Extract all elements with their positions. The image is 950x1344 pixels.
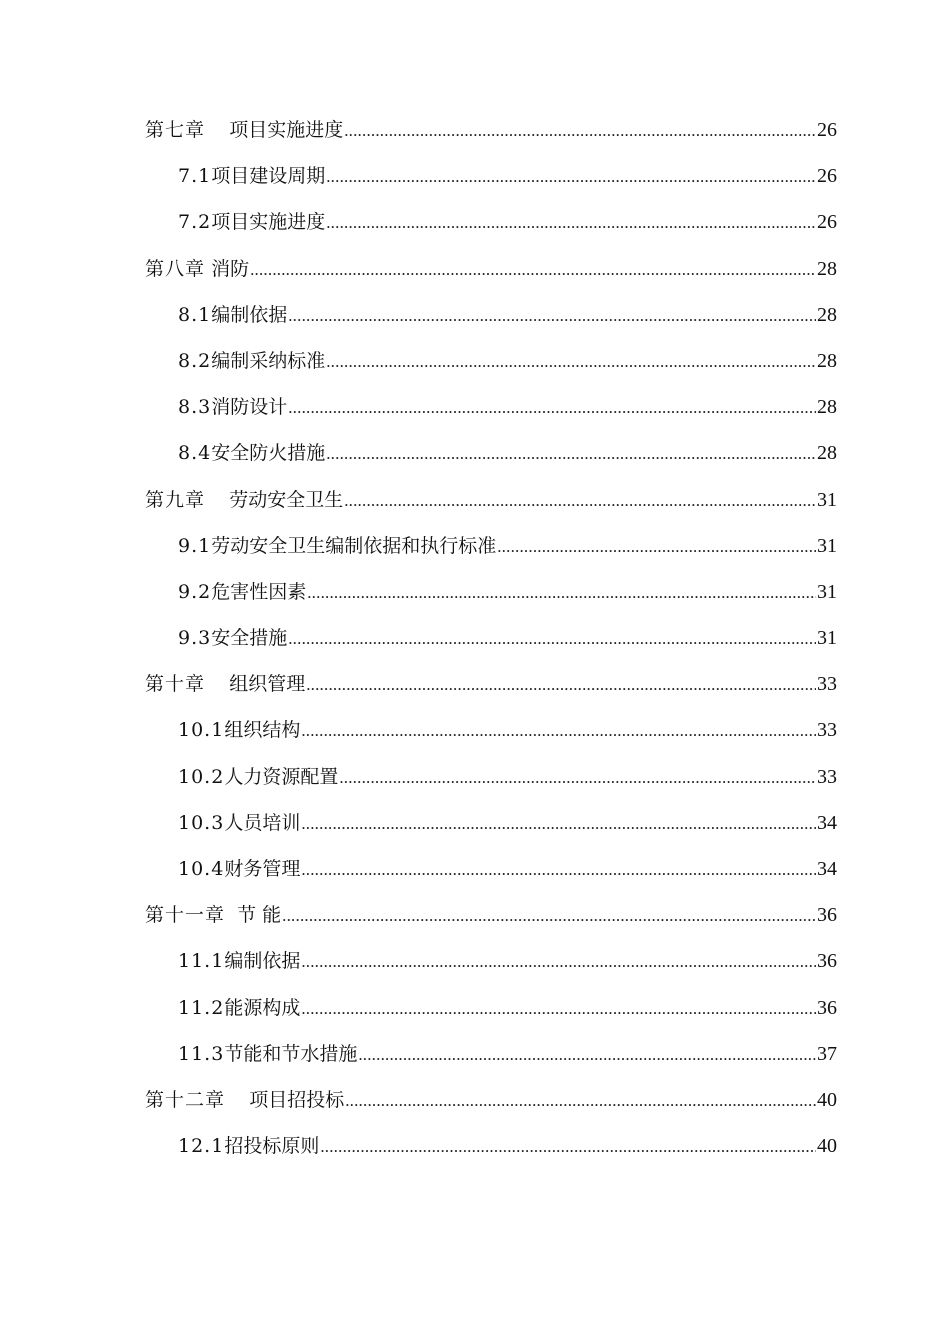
toc-entry-number: 10.3 [178, 811, 225, 834]
toc-section-entry[interactable] [145, 384, 837, 430]
toc-entry-page-number: 28 [817, 349, 837, 372]
toc-entry-title: 危害性因素 [211, 580, 307, 603]
toc-dot-leader [320, 1124, 816, 1170]
toc-dot-leader [301, 986, 816, 1032]
toc-dot-leader [288, 293, 816, 339]
toc-entry-number: 7.1 [178, 165, 212, 188]
toc-chapter-entry[interactable] [145, 246, 837, 292]
toc-entry-page-number: 31 [817, 580, 837, 603]
toc-entry-gap [225, 892, 237, 938]
toc-entry-number: 9.2 [178, 580, 212, 603]
toc-dot-leader [301, 847, 816, 893]
toc-entry-page-number: 40 [817, 1135, 837, 1158]
toc-entry-title: 财务管理 [224, 858, 301, 880]
toc-entry-number: 第七章 [145, 119, 206, 141]
toc-entry-page-number: 34 [817, 811, 837, 834]
toc-entry-page-number: 28 [817, 257, 837, 280]
toc-entry-page-number: 36 [817, 950, 837, 973]
toc-entry-page-number: 26 [817, 211, 837, 234]
toc-dot-leader [301, 708, 816, 754]
toc-section-entry[interactable] [145, 800, 837, 846]
toc-entry-page-number: 33 [817, 673, 837, 696]
table-of-contents [145, 107, 837, 1169]
toc-dot-leader [358, 1032, 816, 1078]
toc-section-entry[interactable] [145, 985, 837, 1031]
toc-section-entry[interactable] [145, 569, 837, 615]
toc-entry-title: 项目招投标 [249, 1088, 345, 1111]
toc-entry-number: 第十二章 [145, 1088, 226, 1111]
toc-entry-title: 编制采纳标准 [211, 349, 326, 372]
toc-entry-title: 组织结构 [224, 719, 301, 742]
toc-entry-title: 劳动安全卫生编制依据和执行标准 [211, 534, 497, 557]
toc-entry-number: 8.4 [178, 442, 212, 465]
toc-dot-leader [345, 1078, 816, 1124]
toc-dot-leader [301, 939, 816, 985]
toc-entry-page-number: 36 [817, 996, 837, 1019]
toc-entry-number: 9.1 [178, 534, 212, 557]
toc-entry-number: 12.1 [178, 1135, 225, 1158]
toc-entry-title: 安全措施 [211, 627, 288, 650]
toc-dot-leader [288, 385, 816, 431]
toc-dot-leader [497, 524, 816, 570]
toc-entry-number: 7.2 [178, 211, 212, 234]
toc-dot-leader [306, 662, 816, 708]
toc-entry-number: 9.3 [178, 627, 212, 650]
toc-dot-leader [250, 247, 816, 293]
toc-entry-page-number: 40 [817, 1088, 837, 1111]
toc-entry-number: 第九章 [145, 488, 206, 511]
toc-section-entry[interactable] [145, 523, 837, 569]
toc-entry-title: 人员培训 [224, 811, 301, 834]
toc-section-entry[interactable] [145, 615, 837, 661]
toc-dot-leader [326, 431, 816, 477]
toc-entry-number: 第十一章 [145, 904, 226, 927]
toc-entry-number: 11.3 [178, 1042, 225, 1065]
toc-entry-title: 项目实施进度 [211, 211, 326, 234]
toc-entry-number: 第十章 [145, 673, 206, 696]
toc-section-entry[interactable] [145, 430, 837, 476]
toc-dot-leader [326, 154, 816, 200]
toc-entry-title: 项目实施进度 [229, 119, 344, 141]
toc-chapter-entry[interactable] [145, 477, 837, 523]
toc-entry-gap [205, 107, 229, 153]
toc-section-entry[interactable] [145, 338, 837, 384]
toc-section-entry[interactable] [145, 1123, 837, 1169]
toc-dot-leader [344, 478, 816, 524]
toc-entry-page-number: 26 [817, 165, 837, 188]
toc-entry-number: 11.2 [178, 996, 225, 1019]
toc-chapter-entry[interactable] [145, 661, 837, 707]
toc-entry-number: 第八章 [145, 257, 206, 280]
toc-entry-number: 8.2 [178, 349, 212, 372]
toc-section-entry[interactable] [145, 707, 837, 753]
toc-dot-leader [326, 339, 816, 385]
toc-entry-page-number: 31 [817, 627, 837, 650]
toc-entry-title: 消防设计 [211, 396, 288, 419]
toc-entry-title: 能源构成 [224, 996, 301, 1019]
toc-dot-leader [282, 893, 816, 939]
toc-dot-leader [344, 108, 816, 154]
toc-entry-page-number: 28 [817, 303, 837, 326]
toc-entry-title: 项目建设周期 [211, 165, 326, 188]
toc-entry-title: 人力资源配置 [224, 765, 339, 788]
toc-section-entry[interactable] [145, 153, 837, 199]
toc-entry-title: 组织管理 [229, 673, 306, 696]
toc-section-entry[interactable] [145, 754, 837, 800]
toc-entry-title: 编制依据 [224, 950, 301, 973]
toc-entry-gap [205, 661, 229, 707]
toc-chapter-entry[interactable] [145, 1077, 837, 1123]
toc-entry-title: 招投标原则 [224, 1135, 320, 1158]
toc-entry-page-number: 37 [817, 1042, 837, 1065]
toc-entry-page-number: 31 [817, 488, 837, 511]
toc-dot-leader [326, 200, 816, 246]
toc-entry-title: 劳动安全卫生 [229, 488, 344, 511]
toc-entry-page-number: 33 [817, 719, 837, 742]
toc-section-entry[interactable] [145, 846, 837, 892]
toc-entry-title: 消防 [211, 257, 250, 280]
toc-dot-leader [301, 801, 816, 847]
toc-entry-title: 编制依据 [211, 303, 288, 326]
toc-entry-number: 10.4 [178, 858, 225, 880]
toc-entry-number: 10.1 [178, 719, 225, 742]
toc-dot-leader [288, 616, 816, 662]
toc-section-entry[interactable] [145, 292, 837, 338]
toc-chapter-entry[interactable] [145, 107, 837, 153]
toc-entry-title: 节 能 [237, 904, 282, 927]
toc-dot-leader [339, 755, 816, 801]
toc-entry-number: 8.1 [178, 303, 212, 326]
toc-entry-gap [225, 1077, 249, 1123]
toc-entry-title: 安全防火措施 [211, 442, 326, 465]
toc-entry-number: 8.3 [178, 396, 212, 419]
toc-entry-title: 节能和节水措施 [224, 1042, 358, 1065]
toc-entry-page-number: 33 [817, 765, 837, 788]
toc-section-entry[interactable] [145, 1031, 837, 1077]
toc-section-entry[interactable] [145, 938, 837, 984]
toc-section-entry[interactable] [145, 199, 837, 245]
toc-entry-page-number: 28 [817, 396, 837, 419]
toc-entry-gap [205, 477, 229, 523]
toc-entry-page-number: 28 [817, 442, 837, 465]
toc-entry-number: 11.1 [178, 950, 225, 973]
toc-entry-page-number: 36 [817, 904, 837, 927]
toc-chapter-entry[interactable] [145, 892, 837, 938]
toc-entry-page-number: 31 [817, 534, 837, 557]
toc-entry-page-number: 26 [817, 119, 837, 141]
toc-entry-number: 10.2 [178, 765, 225, 788]
toc-entry-page-number: 34 [817, 858, 837, 880]
toc-dot-leader [307, 570, 816, 616]
